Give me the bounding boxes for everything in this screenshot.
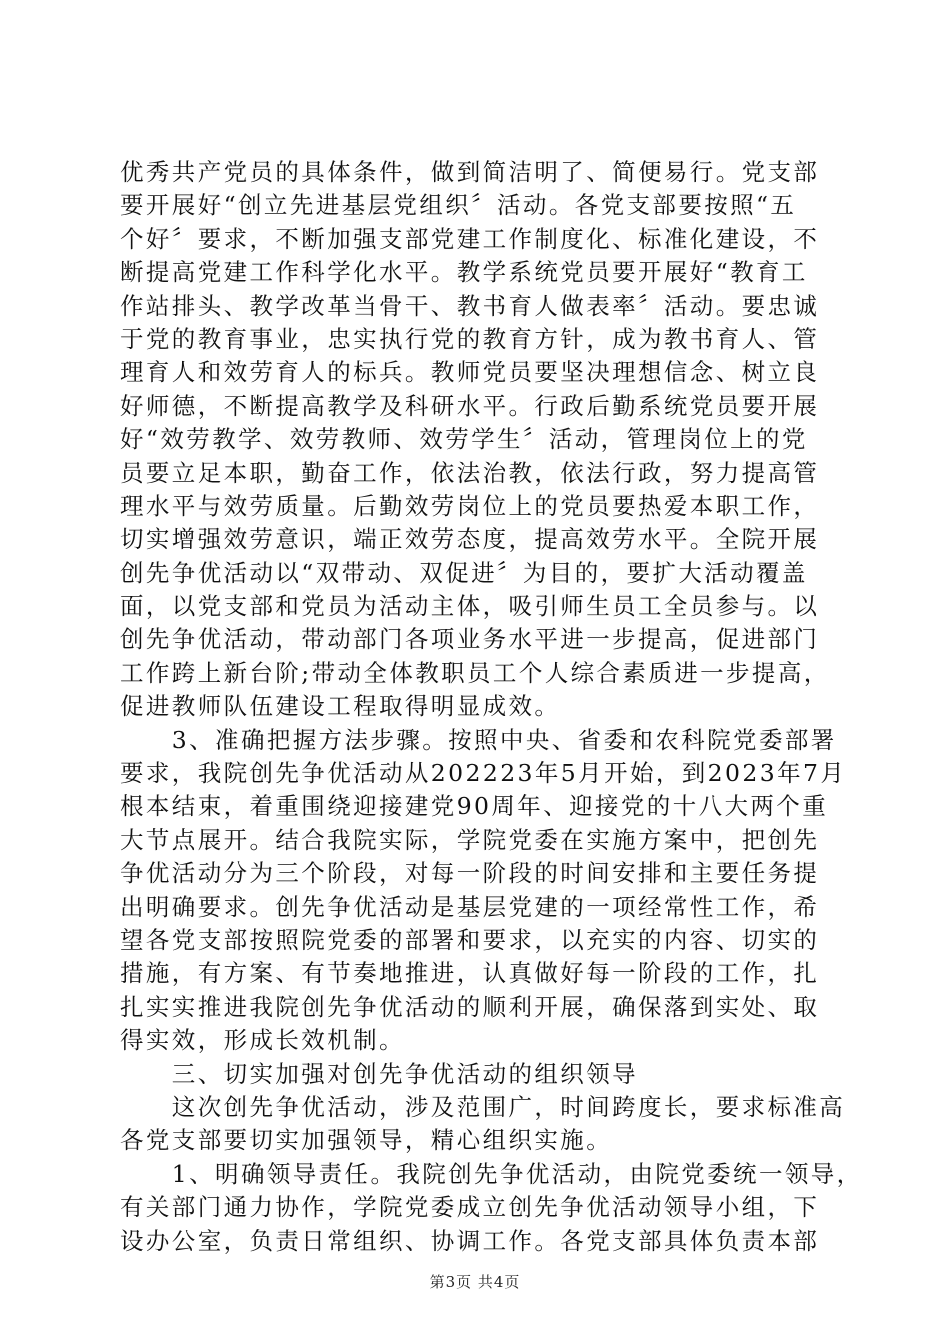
text-line: 好“效劳教学、效劳教师、效劳学生〞活动，管理岗位上的党 bbox=[120, 425, 808, 454]
text-line: 于党的教育事业，忠实执行党的教育方针，成为教书育人、管 bbox=[120, 324, 820, 353]
text-line: 根本结束，着重围绕迎接建党90周年、迎接党的十八大两个重 bbox=[120, 792, 829, 821]
text-line: 要求，我院创先争优活动从202223年5月开始，到2023年7月 bbox=[120, 759, 847, 788]
section-heading: 三、切实加强对创先争优活动的组织领导 bbox=[120, 1059, 638, 1088]
text-line: 3、准确把握方法步骤。按照中央、省委和农科院党委部署 bbox=[120, 725, 837, 754]
text-line: 切实增强效劳意识，端正效劳态度，提高效劳水平。全院开展 bbox=[120, 525, 820, 554]
text-line: 措施，有方案、有节奏地推进，认真做好每一阶段的工作，扎 bbox=[120, 959, 820, 988]
text-line: 设办公室，负责日常组织、协调工作。各党支部具体负责本部 bbox=[120, 1226, 820, 1255]
text-line: 创先争优活动以“双带动、双促进〞为目的，要扩大活动覆盖 bbox=[120, 558, 808, 587]
text-line: 理水平与效劳质量。后勤效劳岗位上的党员要热爱本职工作， bbox=[120, 491, 820, 520]
text-line: 作站排头、教学改革当骨干、教书育人做表率〞活动。要忠诚 bbox=[120, 291, 820, 320]
text-line: 好师德，不断提高教学及科研水平。行政后勤系统党员要开展 bbox=[120, 391, 820, 420]
text-line: 要开展好“创立先进基层党组织〞活动。各党支部要按照“五 bbox=[120, 191, 797, 220]
body-text bbox=[120, 156, 863, 1258]
text-line: 个好〞要求，不断加强支部党建工作制度化、标准化建设，不 bbox=[120, 224, 820, 253]
text-line: 优秀共产党员的具体条件，做到简洁明了、简便易行。党支部 bbox=[120, 158, 820, 186]
text-line: 这次创先争优活动，涉及范围广，时间跨度长，要求标准高 bbox=[120, 1092, 846, 1121]
text-line: 面，以党支部和党员为活动主体，吸引师生员工全员参与。以 bbox=[120, 592, 820, 621]
text-line: 望各党支部按照院党委的部署和要求，以充实的内容、切实的 bbox=[120, 925, 820, 954]
text-line: 得实效，形成长效机制。 bbox=[120, 1026, 405, 1055]
text-line: 创先争优活动，带动部门各项业务水平进一步提高，促进部门 bbox=[120, 625, 820, 654]
text-line: 员要立足本职，勤奋工作，依法治教，依法行政，努力提高管 bbox=[120, 458, 820, 487]
text-line: 断提高党建工作科学化水平。教学系统党员要开展好“教育工 bbox=[120, 258, 808, 287]
text-line: 各党支部要切实加强领导，精心组织实施。 bbox=[120, 1126, 613, 1155]
text-line: 大节点展开。结合我院实际，学院党委在实施方案中，把创先 bbox=[120, 825, 820, 854]
page-footer: 第3页 共4页 bbox=[429, 1273, 521, 1291]
text-line: 1、明确领导责任。我院创先争优活动，由院党委统一领导， bbox=[120, 1159, 863, 1188]
text-line: 扎实实推进我院创先争优活动的顺利开展，确保落到实处、取 bbox=[120, 992, 820, 1021]
text-line: 促进教师队伍建设工程取得明显成效。 bbox=[120, 692, 561, 721]
text-line: 理育人和效劳育人的标兵。教师党员要坚决理想信念、树立良 bbox=[120, 358, 820, 387]
text-line: 有关部门通力协作，学院党委成立创先争优活动领导小组，下 bbox=[120, 1193, 820, 1222]
text-line: 工作跨上新台阶;带动全体教职员工个人综合素质进一步提高， bbox=[120, 658, 830, 687]
text-line: 争优活动分为三个阶段，对每一阶段的时间安排和主要任务提 bbox=[120, 859, 820, 888]
text-line: 出明确要求。创先争优活动是基层党建的一项经常性工作，希 bbox=[120, 892, 820, 921]
